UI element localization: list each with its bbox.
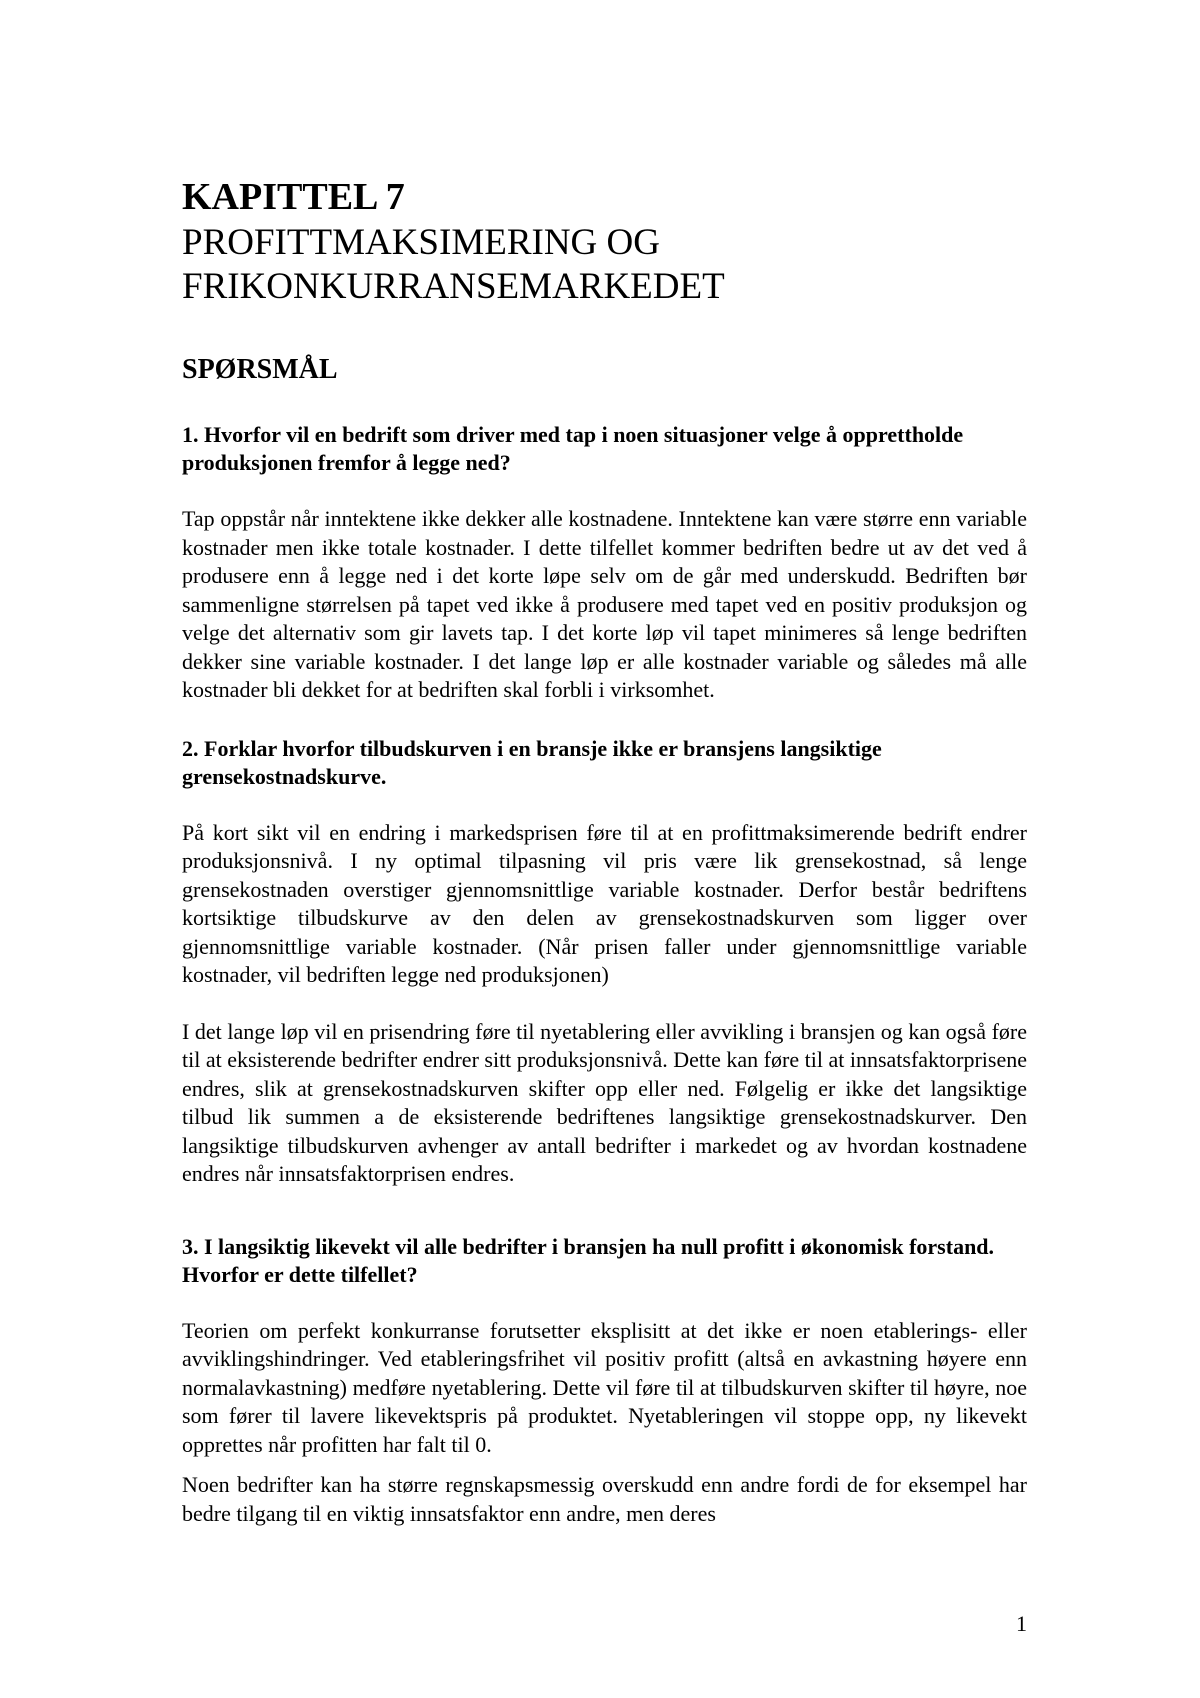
chapter-title-line-2: FRIKONKURRANSEMARKEDET: [182, 266, 725, 307]
section-heading: SPØRSMÅL: [182, 354, 338, 385]
document-page: [182, 175, 1027, 1528]
chapter-title: [182, 221, 1027, 309]
answer-2-paragraph-2: I det lange løp vil en prisendring føre til nyetablering eller avvikling i bransjen og kan også føre til at eksisterende bedrifter endrer sitt produksjonsnivå. Dette kan føre til at innsatsfaktorprisene endres, slik at grensekostnadskurven skifter opp eller ned. Følgelig er ikke det langsiktige tilbud lik summen a de eksisterende bedriftenes langsiktige grensekostnadskurver. Den langsiktige tilbudskurven avhenger av antall bedrifter i markedet og av hvordan kostnadene endres når innsatsfaktorprisen endres.: [182, 1018, 1027, 1186]
answer-1-paragraph-1: Tap oppstår når inntektene ikke dekker alle kostnadene. Inntektene kan være større enn variable kostnader men ikke totale kostnader. I dette tilfellet kommer bedriften bedre ut av det ved å produsere enn å legge ned i det korte løpe selv om de går med underskudd. Bedriften bør sammenligne størrelsen på tapet ved ikke å produsere med tapet ved en positiv produksjon og velge det alternativ som gir lavets tap. I det korte løp vil tapet minimeres så lenge bedriften dekker sine variable kostnader. I det lange løp er alle kostnader variable og således må alle kostnader bli dekket for at bedriften skal forbli i virksomhet.: [182, 506, 1027, 702]
chapter-title-line-1: PROFITTMAKSIMERING OG: [182, 222, 660, 263]
chapter-label: KAPITTEL 7: [182, 176, 405, 218]
question-1: 1. Hvorfor vil en bedrift som driver med tap i noen situasjoner velge å opprettholde produksjonen fremfor å legge ned?: [182, 422, 964, 475]
answer-3-paragraph-2: Noen bedrifter kan ha større regnskapsmessig overskudd enn andre fordi de for eksempel har bedre tilgang til en viktig innsatsfaktor enn andre, men deres: [182, 1472, 1027, 1526]
page-number: 1: [1016, 1611, 1027, 1636]
answer-3-paragraph-1: Teorien om perfekt konkurranse forutsetter eksplisitt at det ikke er noen etablerings- eller avviklingshindringer. Ved etableringsfrihet vil positiv profitt (altså en avkastning høyere enn normalavkastning) medføre nyetablering. Dette vil føre til at tilbudskurven skifter til høyre, noe som fører til lavere likevektspris på produktet. Nyetableringen vil stoppe opp, ny likevekt opprettes når profitten har falt til 0.: [182, 1317, 1027, 1457]
question-2: 2. Forklar hvorfor tilbudskurven i en bransje ikke er bransjens langsiktige grensekostnadskurve.: [182, 735, 882, 789]
question-3: 3. I langsiktig likevekt vil alle bedrifter i bransjen ha null profitt i økonomisk forstand. Hvorfor er dette tilfellet?: [182, 1233, 995, 1287]
answer-2-paragraph-1: På kort sikt vil en endring i markedsprisen føre til at en profittmaksimerende bedrift endrer produksjonsnivå. I ny optimal tilpasning vil pris være lik grensekostnad, så lenge grensekostnaden overstiger gjennomsnittlige variable kostnader. Derfor består bedriftens kortsiktige tilbudskurve av den delen av grensekostnadskurven som ligger over gjennomsnittlige variable kostnader. (Når prisen faller under gjennomsnittlige variable kostnader, vil bedriften legge ned produksjonen): [182, 819, 1027, 987]
